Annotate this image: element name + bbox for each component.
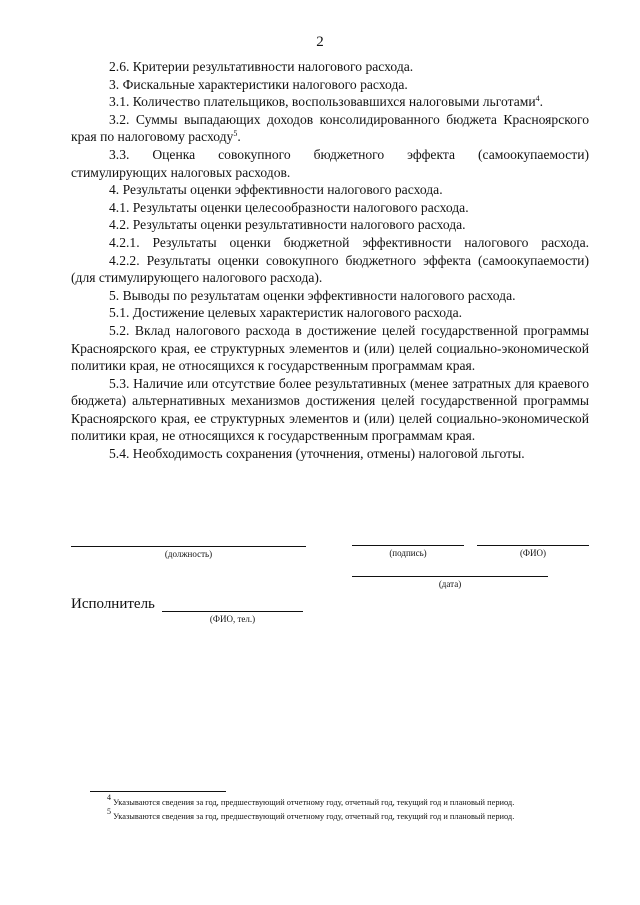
paragraph-2-6: 2.6. Критерии результативности налогового расхода. [109,59,414,74]
position-label: (должность) [164,549,213,559]
paragraph-5-1: 5.1. Достижение целевых характеристик налогового расхода. [109,305,463,321]
paragraph-4-2: 4.2. Результаты оценки результативности налогового расхода. [109,217,466,233]
paragraph-3-1: 3.1. Количество плательщиков, воспользовавшихся налоговыми льготами$^4$. [109,94,544,110]
footnote-ref-4: 4 [535,94,540,104]
signature-line [352,545,464,546]
executor-sub-label: (ФИО, тел.) [209,614,256,624]
executor-line [162,611,303,612]
footnote-5: $^5$ Указываются сведения за год, предшествующий отчетному году, отчетный год, текущий год и плановый период. [107,807,515,821]
paragraph-3-3: 3.3. Оценка совокупного бюджетного эффекта (самоокупаемости) стимулирующих налоговых расходов. [71,146,589,180]
footnote-ref-5: 5 [233,129,238,139]
executor-label: Исполнитель [71,596,155,612]
footnote-mark-4: 4 [107,793,111,802]
paragraph-5-3: 5.3. Наличие или отсутствие более результативных (менее затратных для краевого бюджета) альтернативных механизмов достижения целей государственной программы Красноярского края, ее структурных элементов и (или) целей социально-экономической политики края, не относящихся к государственным программам края. [71,375,589,444]
date-line [352,576,548,577]
footnote-separator [90,791,226,792]
paragraph-5-2: 5.2. Вклад налогового расхода в достижение целей государственной программы Красноярского края, ее структурных элементов и (или) целей социально-экономической политики края, не относящихся к государственным программам края. [71,322,589,374]
paragraph-5: 5. Выводы по результатам оценки эффективности налогового расхода. [109,287,516,303]
paragraph-4-2-1: 4.2.1. Результаты оценки бюджетной эффективности налогового расхода. [109,234,589,250]
paragraph-5-4: 5.4. Необходимость сохранения (уточнения, отмены) налоговой льготы. [109,446,525,462]
page-number: 2 [316,34,324,50]
paragraph-4-2-2: 4.2.2. Результаты оценки совокупного бюджетного эффекта (самоокупаемости) (для стимулирующего налогового расхода). [71,252,589,286]
footnote-mark-5: 5 [107,807,111,816]
paragraph-3: 3. Фискальные характеристики налогового расхода. [109,76,408,92]
document-body [71,58,589,463]
paragraph-3-2: 3.2. Суммы выпадающих доходов консолидированного бюджета Красноярского края по налоговому расходу$^5$. [71,111,589,145]
footnotes [71,793,589,824]
paragraph-4: 4. Результаты оценки эффективности налогового расхода. [109,182,443,198]
position-line [71,546,306,547]
signature-label: (подпись) [389,548,427,558]
paragraph-4-1: 4.1. Результаты оценки целесообразности налогового расхода. [109,199,469,215]
name-line [477,545,589,546]
footnote-4: $^4$ Указываются сведения за год, предшествующий отчетному году, отчетный год, текущий год и плановый период. [107,793,515,807]
name-label: (ФИО) [519,548,547,558]
date-label: (дата) [438,579,462,589]
